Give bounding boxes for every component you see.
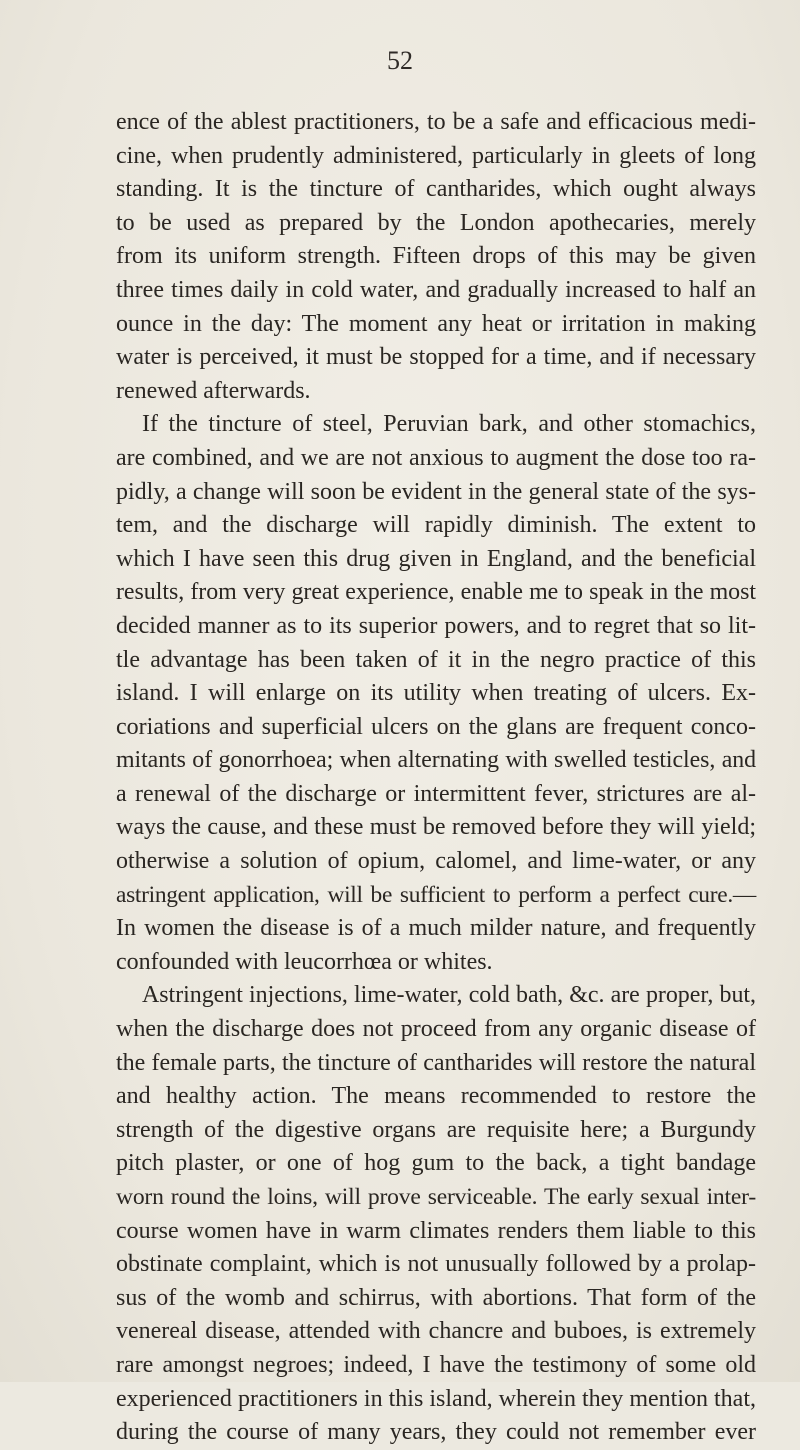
text-line: the female parts, the tincture of cantharides will restore the natural [116,1049,756,1076]
text-line: to be used as prepared by the London apothecaries, merely [116,209,756,236]
text-line: cine, when prudently administered, particularly in gleets of long [116,142,756,169]
text-line: Astringent injections, lime-water, cold bath, &c. are proper, but, [142,982,756,1009]
text-line: confounded with leucorrhœa or whites. [116,948,493,975]
text-line: during the course of many years, they could not remember ever [116,1419,756,1446]
text-line: course women have in warm climates renders them liable to this [116,1217,756,1244]
text-line: If the tincture of steel, Peruvian bark, and other stomachics, [142,411,756,438]
text-line: strength of the digestive organs are requisite here; a Burgundy [116,1116,756,1143]
text-line: a renewal of the discharge or intermittent fever, strictures are al- [116,780,756,807]
text-line: In women the disease is of a much milder nature, and frequently [116,915,756,942]
text-line: water is perceived, it must be stopped for a time, and if necessary [116,344,756,371]
text-line: sus of the womb and schirrus, with abortions. That form of the [116,1284,756,1311]
text-line: three times daily in cold water, and gradually increased to half an [116,276,756,303]
paragraph [116,106,756,408]
paragraph [116,408,756,979]
text-line: obstinate complaint, which is not unusually followed by a prolap- [116,1251,756,1278]
text-line: when the discharge does not proceed from any organic disease of [116,1016,756,1043]
text-line: pidly, a change will soon be evident in the general state of the sys- [116,478,756,505]
text-line: standing. It is the tincture of cantharides, which ought always [116,176,756,203]
text-line: and healthy action. The means recommended to restore the [116,1083,756,1110]
text-line: pitch plaster, or one of hog gum to the back, a tight bandage [116,1150,756,1177]
text-line: mitants of gonorrhoea; when alternating with swelled testicles, and [116,747,756,774]
text-line: which I have seen this drug given in England, and the beneficial [116,545,756,572]
text-line: experienced practitioners in this island, wherein they mention that, [116,1385,756,1412]
text-line: tem, and the discharge will rapidly diminish. The extent to [116,512,756,539]
text-line: coriations and superficial ulcers on the glans are frequent conco- [116,713,756,740]
text-line: worn round the loins, will prove serviceable. The early sexual inter- [116,1184,756,1210]
text-line: ence of the ablest practitioners, to be a safe and efficacious medi- [116,109,756,135]
text-line: decided manner as to its superior powers, and to regret that so lit- [116,612,756,639]
page-number: 52 [387,46,413,75]
text-line: ounce in the day: The moment any heat or irritation in making [116,310,756,337]
text-line: otherwise a solution of opium, calomel, and lime-water, or any [116,848,756,875]
text-line: ways the cause, and these must be removed before they will yield; [116,814,756,841]
text-line: venereal disease, attended with chancre and buboes, is extremely [116,1318,756,1345]
text-line: tle advantage has been taken of it in the negro practice of this [116,646,756,673]
text-line: astringent application, will be sufficient to perform a perfect cure.— [116,881,756,908]
text-line: rare amongst negroes; indeed, I have the testimony of some old [116,1351,756,1378]
text-line: results, from very great experience, enable me to speak in the most [116,579,756,606]
body-text [116,106,756,1450]
paragraph [116,979,756,1449]
text-line: island. I will enlarge on its utility when treating of ulcers. Ex- [116,680,756,707]
text-line: are combined, and we are not anxious to augment the dose too ra- [116,444,756,471]
text-line: from its uniform strength. Fifteen drops of this may be given [116,243,756,270]
text-line: renewed afterwards. [116,377,311,404]
